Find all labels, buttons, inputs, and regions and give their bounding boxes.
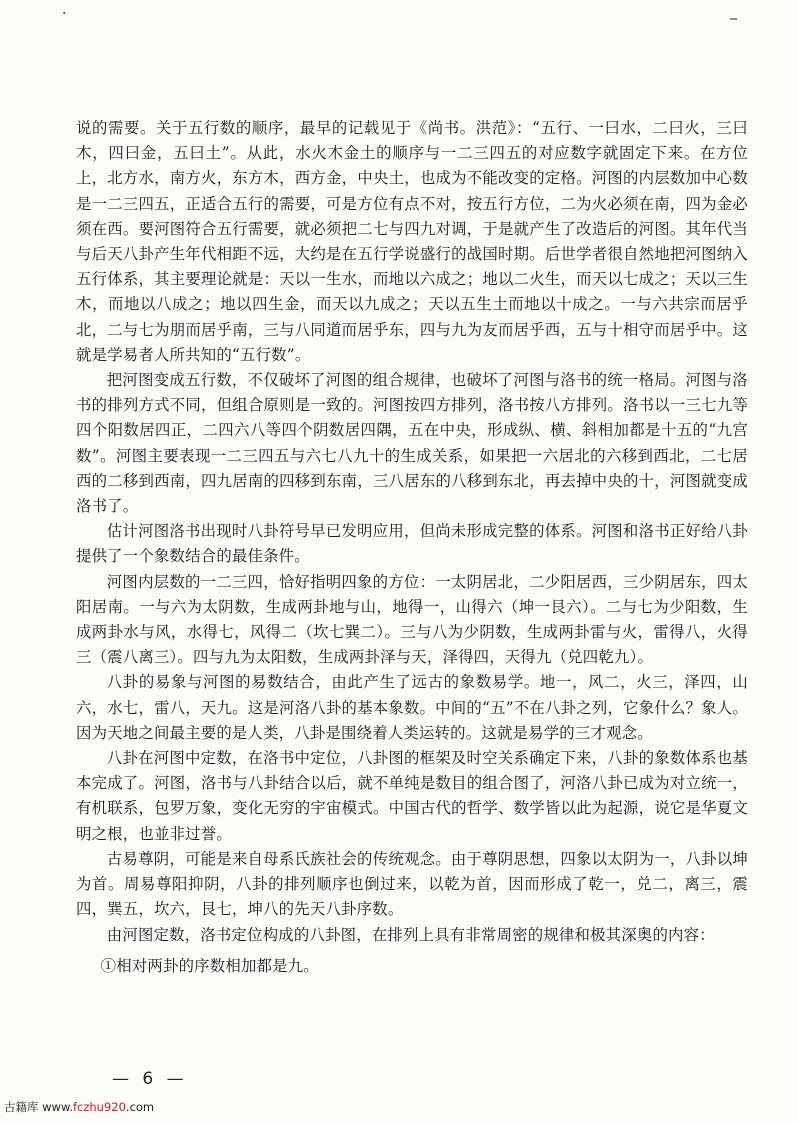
paragraph: 八卦的易象与河图的易数结合，由此产生了远古的象数易学。地一，风二，火三，泽四，山六，水七，雷八，天九。这是河洛八卦的基本象数。中间的“五”不在八卦之列，它象什么？象人。因为天地之间最主要的是人类，八卦是围绕着人类运转的。这就是易学的三才观念。 bbox=[76, 673, 748, 742]
paragraph: 把河图变成五行数，不仅破坏了河图的组合规律，也破坏了河图与洛书的统一格局。河图与洛书的排列方式不同，但组合原则是一致的。河图按四方排列，洛书按八方排列。洛书以一三七九等四个阳数居四正，二四六八等四个阴数居四隅，五在中央，形成纵、横、斜相加都是十五的“九宫数”。河图主要表现一二三四五与六七八九十的生成关系，如果把一六居北的六移到西北，二七居西的二移到西南，四九居南的四移到东南，三八居东的八移到东北，再去掉中央的十，河图就变成洛书了。 bbox=[76, 371, 748, 516]
watermark bbox=[4, 1099, 154, 1115]
paragraph: 八卦在河图中定数，在洛书中定位，八卦图的框架及时空关系确定下来，八卦的象数体系也基本完成了。河图，洛书与八卦结合以后，就不单纯是数目的组合图了，河洛八卦已成为对立统一，有机联系，包罗万象，变化无穷的宇宙模式。中国古代的哲学、数学皆以此为起源，说它是华夏文明之根，也並非过誉。 bbox=[76, 749, 748, 843]
body-text bbox=[76, 116, 748, 979]
watermark-url-suffix: .com bbox=[125, 1100, 155, 1114]
paragraph: 河图内层数的一二三四，恰好指明四象的方位：一太阴居北，二少阳居西，三少阴居东，四太阳居南。一与六为太阴数，生成两卦地与山，地得一，山得六（坤一艮六）。二与七为少阳数，生成两卦水与风，水得七，风得二（坎七巽二）。三与八为少阴数，生成两卦雷与火，雷得八，火得三（震八离三）。四与九为太阳数，生成两卦泽与天，泽得四，天得九（兑四乾九）。 bbox=[76, 572, 748, 667]
paragraph: 由河图定数，洛书定位构成的八卦图，在排列上具有非常周密的规律和极其深奥的内容： bbox=[106, 925, 715, 944]
watermark-url-domain: fczhu920 bbox=[72, 1100, 126, 1114]
paragraph: 说的需要。关于五行数的顺序，最早的记载见于《尚书。洪范》：“五行、一曰水，二曰火，三曰木，四曰金，五曰土”。从此，水火木金土的顺序与一二三四五的对应数字就固定下来。在方位上，北方水，南方火，东方木，西方金，中央土，也成为不能改变的定格。河图的内层数加中心数是一二三四五，正适合五行的需要，可是方位有点不对，按五行方位，二为火必须在南，四为金必须在西。要河图符合五行需要，就必须把二七与四九对调，于是就产生了改造后的河图。其年代当与后天八卦产生年代相距不远，大约是在五行学说盛行的战国时期。后世学者很自然地把河图纳入五行体系，其主要理论就是：天以一生水，而地以六成之；地以二火生，而天以七成之；天以三生木，而地以八成之；地以四生金，而天以九成之；天以五生土而地以十成之。一与六共宗而居乎北，二与七为朋而居乎南，三与八同道而居乎东，四与九为友而居乎西，五与十相守而居乎中。这就是学易者人所共知的“五行数”。 bbox=[76, 119, 748, 364]
paragraph: 古易尊阴，可能是来自母系氏族社会的传统观念。由于尊阴思想，四象以太阴为一，八卦以坤为首。周易尊阳抑阴，八卦的排列顺序也倒过来，以乾为首，因而形成了乾一，兑二，离三，震四，巽五，坎六，艮七，坤八的先天八卦序数。 bbox=[76, 849, 748, 919]
page-number: — 6 — bbox=[112, 1069, 188, 1089]
list-item: ①相对两卦的序数相加都是九。 bbox=[100, 956, 319, 975]
corner-mark-right: _ bbox=[730, 4, 737, 20]
watermark-site-name: 古籍库 bbox=[4, 1100, 39, 1114]
paragraph: 估计河图洛书出现时八卦符号早已发明应用，但尚未形成完整的体系。河图和洛书正好给八卦提供了一个象数结合的最佳条件。 bbox=[76, 522, 748, 566]
corner-mark-left: · bbox=[62, 6, 67, 22]
watermark-url-prefix: www. bbox=[42, 1100, 73, 1114]
